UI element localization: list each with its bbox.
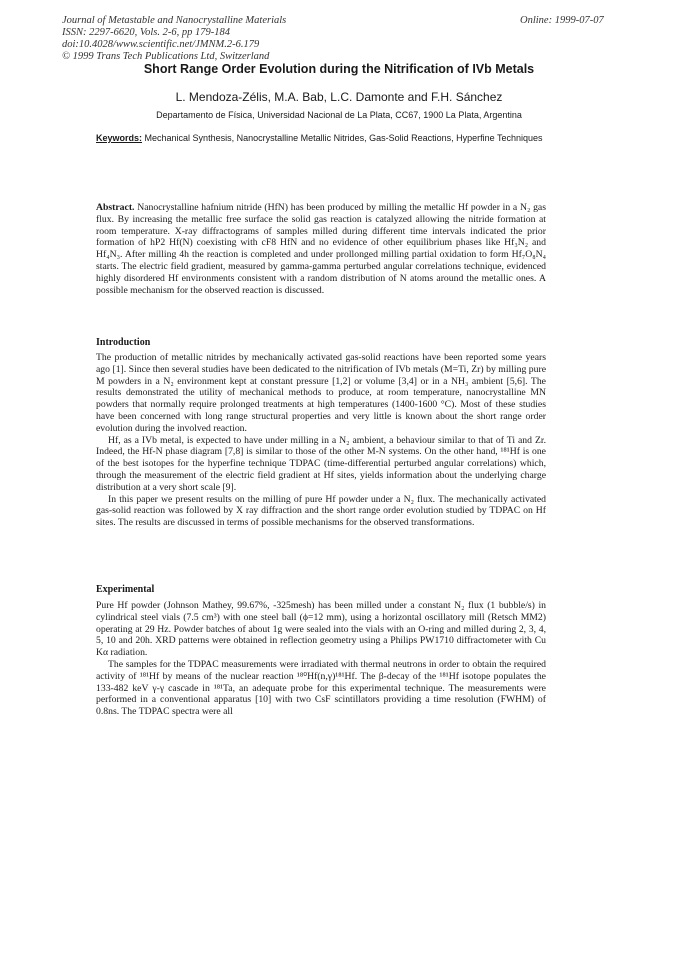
abstract-label: Abstract. [96, 202, 135, 213]
keywords-label: Keywords: [96, 133, 143, 143]
journal-header [62, 15, 286, 63]
keywords-block [96, 133, 546, 144]
abstract-block [96, 202, 546, 296]
intro-paragraph-2: Hf, as a IVb metal, is expected to have under milling in a N₂ ambient, a behaviour similar to that of Ti and Zr. Indeed, the Hf-N phase diagram [7,8] is similar to those of the other M-N systems. On the other hand, ¹⁸¹Hf is one of the best isotopes for the hyperfine technique TDPAC (time-differential perturbed angular correlations) which, through the measurement of the electric field gradient at Hf sites, yields information about the underlying charge distribution at a very short scale [9]. [96, 434, 546, 493]
paper-authors: L. Mendoza-Zélis, M.A. Bab, L.C. Damonte and F.H. Sánchez [175, 90, 503, 104]
keywords-text: Mechanical Synthesis, Nanocrystalline Metallic Nitrides, Gas-Solid Reactions, Hyperfine Techniques [144, 133, 543, 143]
abstract-text: Nanocrystalline hafnium nitride (HfN) has been produced by milling the metallic Hf powder in a N₂ gas flux. By increasing the metallic free surface the solid gas reaction is catalyzed allowing the nitride formation at room temperature. X-ray diffractograms of samples milled during different time intervals indicated the prior formation of hP2 Hf(N) coexisting with cF8 HfN and no evidence of other equilibrium phases like Hf₃N₂ and Hf₄N₃. After milling 4h the reaction is completed and under prollonged milling partial oxidation to form Hf₇O₈N₄ starts. The electric field gradient, measured by gamma-gamma perturbed angular correlations technique, evidenced highly disordered Hf environments consistent with a random distribution of N atoms around the metallic ones. A possible mechanism for the observed reaction is discussed. [96, 202, 546, 296]
intro-paragraph-3: In this paper we present results on the milling of pure Hf powder under a N₂ flux. The mechanically activated gas-solid reaction was followed by X ray diffraction and the short range order evolution studied by TDPAC on Hf sites. The results are discussed in terms of possible mechanisms for the observed transformations. [96, 493, 546, 529]
paper-affiliation: Departamento de Física, Universidad Nacional de La Plata, CC67, 1900 La Plata, Argentina [156, 110, 522, 120]
exp-paragraph-2: The samples for the TDPAC measurements were irradiated with thermal neutrons in order to obtain the required activity of ¹⁸¹Hf by means of the nuclear reaction ¹⁸⁰Hf(n,γ)¹⁸¹Hf. The β-decay of the ¹⁸¹Hf isotope populates the 133-482 keV γ-γ cascade in ¹⁸¹Ta, an adequate probe for this experimental technique. The measurements were performed in a conventional apparatus [10] with two CsF scintillators providing a time resolution (FWHM) of 0.8ns. The TDPAC spectra were all [96, 658, 546, 718]
journal-name: Journal of Metastable and Nanocrystalline Materials [62, 15, 287, 26]
online-date: Online: 1999-07-07 [520, 15, 604, 26]
journal-copyright: © 1999 Trans Tech Publications Ltd, Switzerland [62, 51, 270, 62]
exp-paragraph-1: Pure Hf powder (Johnson Mathey, 99.67%, -325mesh) has been milled under a constant N₂ flux (1 bubble/s) in cylindrical steel vials (7.5 cm³) with one steel ball (ϕ=12 mm), using a horizontal oscillatory mill (Retsch MM2) operating at 29 Hz. Powder batches of about 1g were sealed into the vials with an O-ring and milled during 2, 3, 4, 5, 10 and 20h. XRD patterns were obtained in reflection geometry using a Philips PW1710 diffractometer with Cu Kα radiation. [96, 600, 546, 659]
introduction-heading: Introduction [96, 337, 151, 348]
introduction-body [96, 352, 546, 529]
journal-issn: ISSN: 2297-6620, Vols. 2-6, pp 179-184 [62, 27, 230, 38]
experimental-body [96, 600, 546, 718]
journal-doi: doi:10.4028/www.scientific.net/JMNM.2-6.179 [62, 39, 260, 50]
intro-paragraph-1: The production of metallic nitrides by mechanically activated gas-solid reactions have been reported some years ago [1]. Since then several studies have been dedicated to the nitrification of IVb metals (M=Ti, Zr) by milling pure M powders in a N₂ environment kept at constant pressure [1,2] or volume [3,4] or in a NH₃ ambient [5,6]. The results demonstrated the utility of mechanical methods to produce, at room temperature, nanocrystalline MN powders that normally require prolonged treatments at high temperatures (1400-1600 °C). Most of these studies have been concerned with long range structural properties and very little is known about the short range order evolution during the involved reaction. [96, 352, 546, 434]
experimental-heading: Experimental [96, 584, 155, 595]
paper-title: Short Range Order Evolution during the Nitrification of IVb Metals [143, 62, 535, 76]
